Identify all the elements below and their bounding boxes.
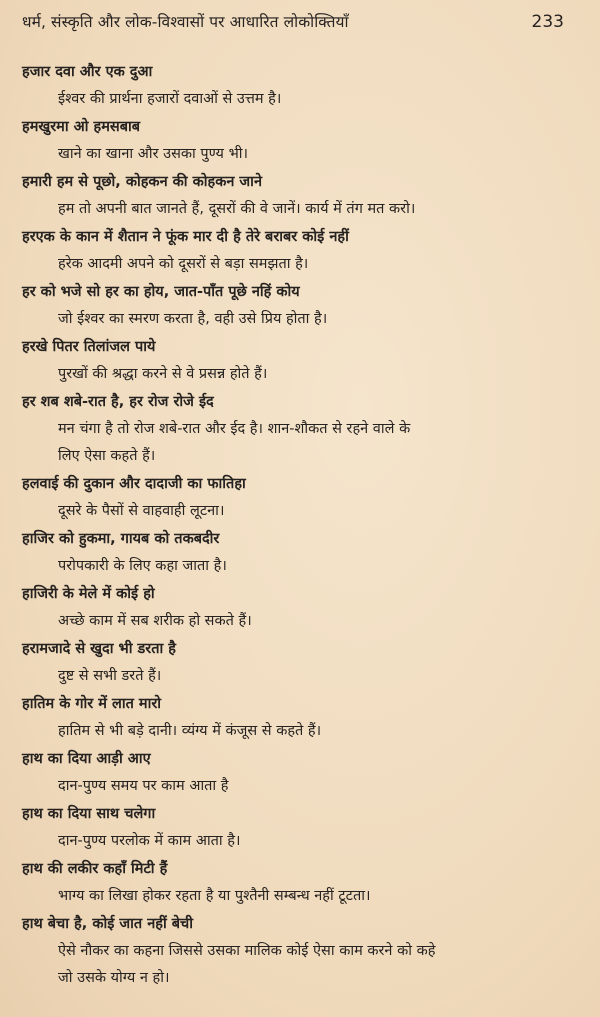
proverb-entry xyxy=(22,635,576,690)
proverb-meaning-continuation: जो उसके योग्य न हो। xyxy=(58,970,170,986)
proverb-meaning: जो ईश्वर का स्मरण करता है, वही उसे प्रिय होता है। xyxy=(58,311,328,327)
proverb-headword: हाथ का दिया आड़ी आए xyxy=(22,751,151,767)
proverb-meaning: भाग्य का लिखा होकर रहता है या पुश्तैनी सम्बन्ध नहीं टूटता। xyxy=(58,888,371,904)
proverb-meaning: दान-पुण्य परलोक में काम आता है। xyxy=(58,833,241,849)
page-number: 233 xyxy=(531,12,564,32)
proverb-headword: हर को भजे सो हर का होय, जात-पाँत पूछे नहिं कोय xyxy=(22,284,300,300)
proverb-meaning: दूसरे के पैसों से वाहवाही लूटना। xyxy=(58,503,225,519)
proverb-entry xyxy=(22,580,576,635)
proverb-headword: हाथ का दिया साथ चलेगा xyxy=(22,806,156,822)
proverb-entry xyxy=(22,333,576,388)
proverb-headword: हमारी हम से पूछो, कोहकन की कोहकन जाने xyxy=(22,174,262,190)
proverb-headword: हाथ बेचा है, कोई जात नहीं बेची xyxy=(22,916,193,932)
proverb-headword: हाथ की लकीर कहाँ मिटी हैं xyxy=(22,861,168,877)
proverb-entry xyxy=(22,745,576,800)
proverb-meaning-line: ऐसे नौकर का कहना जिससे उसका मालिक कोई ऐसा काम करने को कहे xyxy=(58,943,436,959)
proverb-meaning: खाने का खाना और उसका पुण्य भी। xyxy=(58,146,249,162)
proverb-headword: हाजिरी के मेले में कोई हो xyxy=(22,586,155,602)
proverb-meaning: हरेक आदमी अपने को दूसरों से बड़ा समझता है। xyxy=(58,256,309,272)
proverb-headword: हातिम के गोर में लात मारो xyxy=(22,696,162,712)
proverb-headword: हरखे पितर तिलांजल पाये xyxy=(22,339,156,355)
proverb-meaning: पुरखों की श्रद्धा करने से वे प्रसन्न होते हैं। xyxy=(58,366,268,382)
proverb-entry xyxy=(22,113,576,168)
proverb-meaning xyxy=(22,938,584,992)
proverb-headword: हाजिर को हुकमा, गायब को तकबदीर xyxy=(22,531,220,547)
proverb-entry xyxy=(22,58,576,113)
proverb-entry xyxy=(22,278,576,333)
proverb-meaning-continuation: लिए ऐसा कहते हैं। xyxy=(58,448,156,464)
page-header xyxy=(22,10,576,46)
proverb-list xyxy=(22,58,576,992)
proverb-meaning xyxy=(22,416,584,470)
proverb-entry xyxy=(22,388,576,470)
proverb-headword: हरएक के कान में शैतान ने फूंक मार दी है तेरे बराबर कोई नहीं xyxy=(22,229,349,245)
proverb-headword: हर शब शबे-रात है, हर रोज रोजे ईद xyxy=(22,394,214,410)
running-title: धर्म, संस्कृति और लोक-विश्वासों पर आधारित लोकोक्तियाँ xyxy=(22,13,349,31)
proverb-headword: हरामजादे से खुदा भी डरता है xyxy=(22,641,176,657)
proverb-entry xyxy=(22,223,576,278)
proverb-entry xyxy=(22,470,576,525)
proverb-meaning: परोपकारी के लिए कहा जाता है। xyxy=(58,558,227,574)
proverb-headword: हजार दवा और एक दुआ xyxy=(22,64,153,80)
proverb-meaning: हम तो अपनी बात जानते हैं, दूसरों की वे जानें। कार्य में तंग मत करो। xyxy=(58,201,416,217)
proverb-entry xyxy=(22,690,576,745)
proverb-entry xyxy=(22,168,576,223)
proverb-meaning: दान-पुण्य समय पर काम आता है xyxy=(58,778,229,794)
proverb-headword: हमखुरमा ओ हमसबाब xyxy=(22,119,141,135)
proverb-entry xyxy=(22,525,576,580)
proverb-meaning-line: मन चंगा है तो रोज शबे-रात और ईद है। शान-शौकत से रहने वाले के xyxy=(58,421,411,437)
proverb-meaning: हातिम से भी बड़े दानी। व्यंग्य में कंजूस से कहते हैं। xyxy=(58,723,322,739)
proverb-headword: हलवाई की दुकान और दादाजी का फातिहा xyxy=(22,476,246,492)
proverb-meaning: अच्छे काम में सब शरीक हो सकते हैं। xyxy=(58,613,252,629)
proverb-entry xyxy=(22,855,576,910)
proverb-meaning: ईश्वर की प्रार्थना हजारों दवाओं से उत्तम है। xyxy=(58,91,282,107)
proverb-entry xyxy=(22,910,576,992)
proverb-meaning: दुष्ट से सभी डरते हैं। xyxy=(58,668,162,684)
proverb-entry xyxy=(22,800,576,855)
